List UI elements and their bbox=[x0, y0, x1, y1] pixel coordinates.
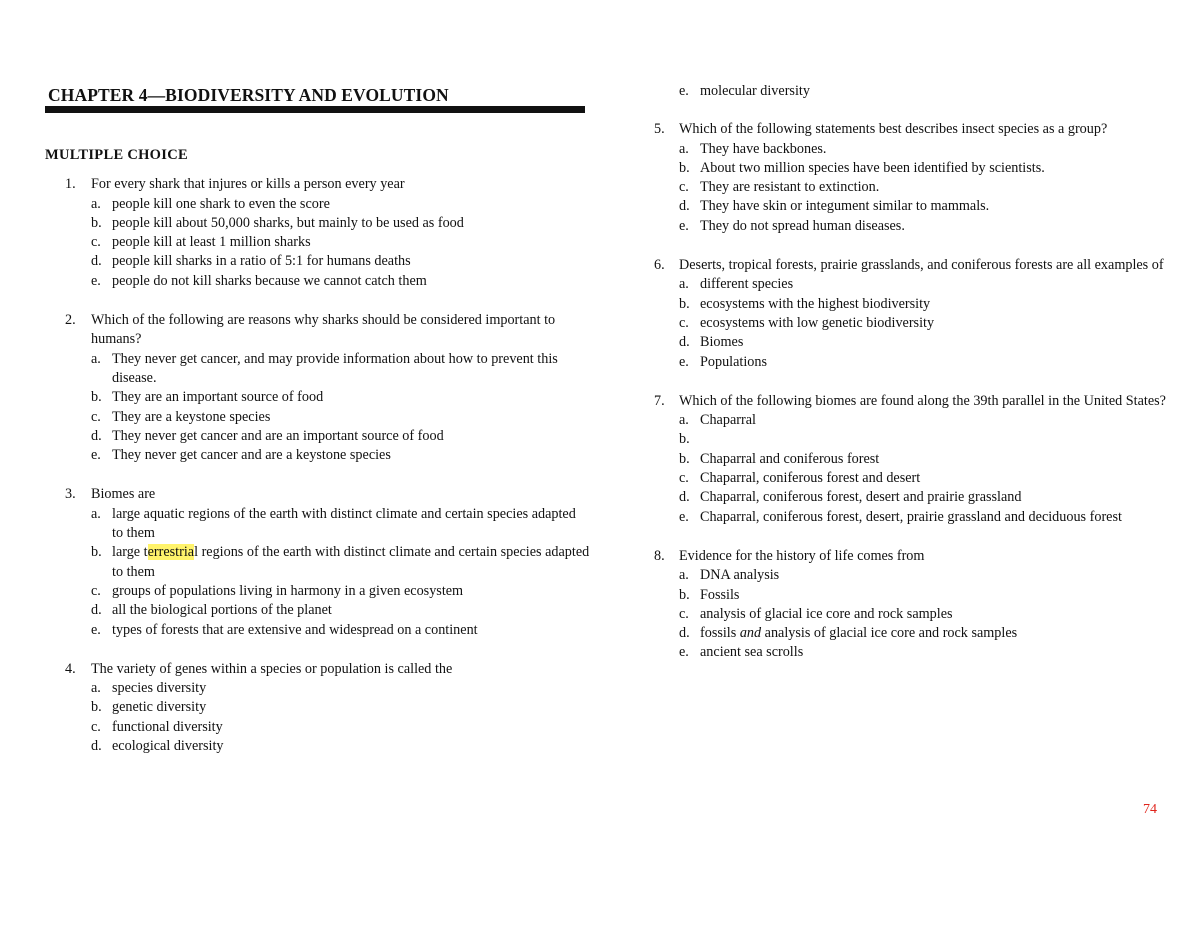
option-letter: c. bbox=[91, 408, 101, 425]
option-text: groups of populations living in harmony in a given ecosystem bbox=[112, 582, 464, 599]
question-text: Biomes are bbox=[91, 486, 156, 503]
question-number: 3. bbox=[65, 486, 76, 503]
option-text: species diversity bbox=[112, 680, 207, 697]
option-letter: c. bbox=[679, 470, 689, 487]
option-text: ecosystems with low genetic biodiversity bbox=[700, 314, 935, 331]
option-text: Chaparral, coniferous forest, desert and prairie grassland bbox=[700, 489, 1022, 506]
option-text: They are resistant to extinction. bbox=[700, 179, 880, 196]
right-question-list bbox=[652, 120, 1172, 662]
answer-option bbox=[679, 197, 1172, 216]
answer-option bbox=[91, 601, 590, 620]
option-letter: b. bbox=[91, 699, 102, 716]
question-number: 5. bbox=[654, 121, 665, 138]
option-text: types of forests that are extensive and widespread on a continent bbox=[112, 621, 478, 638]
answer-option bbox=[679, 295, 1172, 314]
answer-option bbox=[91, 446, 590, 465]
answer-option bbox=[91, 388, 590, 407]
option-text-part: analysis of glacial ice core and rock samples bbox=[761, 625, 1018, 642]
option-list bbox=[679, 566, 1172, 662]
option-letter: b. bbox=[91, 214, 102, 231]
option-letter: d. bbox=[679, 489, 690, 506]
question-2 bbox=[45, 311, 590, 465]
question-text: Evidence for the history of life comes from bbox=[679, 547, 925, 564]
option-text: Chaparral, coniferous forest, desert, prairie grassland and deciduous forest bbox=[700, 508, 1122, 525]
question-number: 2. bbox=[65, 312, 76, 329]
option-text: Populations bbox=[700, 353, 768, 370]
option-text: ancient sea scrolls bbox=[700, 644, 804, 661]
option-letter: b. bbox=[679, 586, 690, 603]
option-letter: d. bbox=[679, 625, 690, 642]
question-number: 8. bbox=[654, 547, 665, 564]
option-text: Chaparral and coniferous forest bbox=[700, 450, 880, 467]
option-letter: e. bbox=[679, 508, 689, 525]
option-text: large aquatic regions of the earth with distinct climate and certain species adapted to them bbox=[112, 505, 576, 542]
option-text: ecological diversity bbox=[112, 738, 224, 755]
option-list bbox=[679, 411, 1172, 527]
option-letter: c. bbox=[91, 718, 101, 735]
option-letter: b. bbox=[679, 159, 690, 176]
option-letter: a. bbox=[679, 276, 689, 293]
question-text: The variety of genes within a species or population is called the bbox=[91, 660, 453, 677]
answer-option bbox=[679, 469, 1172, 488]
answer-option bbox=[679, 508, 1172, 527]
option-letter: c. bbox=[679, 605, 689, 622]
option-letter: a. bbox=[679, 412, 689, 429]
option-text: They do not spread human diseases. bbox=[700, 217, 905, 234]
option-letter: c. bbox=[679, 314, 689, 331]
option-text: molecular diversity bbox=[700, 83, 810, 99]
answer-option bbox=[91, 252, 590, 271]
option-text bbox=[112, 544, 589, 579]
answer-option bbox=[91, 737, 590, 756]
answer-option bbox=[91, 505, 590, 544]
question-5 bbox=[652, 120, 1172, 236]
answer-option bbox=[91, 272, 590, 291]
option-letter: d. bbox=[91, 738, 102, 755]
question-number: 1. bbox=[65, 176, 76, 193]
option-text bbox=[700, 431, 704, 447]
option-text: people kill about 50,000 sharks, but mainly to be used as food bbox=[112, 214, 464, 231]
answer-option bbox=[679, 624, 1172, 643]
option-list bbox=[91, 505, 590, 640]
answer-option bbox=[679, 178, 1172, 197]
question-number: 4. bbox=[65, 660, 76, 677]
option-text: people kill one shark to even the score bbox=[112, 195, 330, 212]
answer-option bbox=[679, 643, 1172, 662]
answer-option bbox=[91, 350, 590, 389]
answer-option bbox=[679, 450, 1172, 469]
option-letter: e. bbox=[679, 217, 689, 234]
option-text: all the biological portions of the planet bbox=[112, 602, 332, 619]
question-text: For every shark that injures or kills a person every year bbox=[91, 176, 405, 193]
option-letter: a. bbox=[679, 567, 689, 584]
answer-option bbox=[679, 411, 1172, 430]
option-text: genetic diversity bbox=[112, 699, 207, 716]
option-letter: e. bbox=[679, 83, 689, 99]
option-list bbox=[679, 140, 1172, 236]
option-list bbox=[91, 350, 590, 466]
question-6 bbox=[652, 256, 1172, 372]
option-list bbox=[679, 275, 1172, 371]
option-text: ecosystems with the highest biodiversity bbox=[700, 295, 931, 312]
option-text: Chaparral, coniferous forest and desert bbox=[700, 470, 921, 487]
option-text: analysis of glacial ice core and rock samples bbox=[700, 605, 953, 622]
option-letter: a. bbox=[91, 505, 101, 522]
option-text: They are a keystone species bbox=[112, 408, 271, 425]
answer-option bbox=[91, 679, 590, 698]
option-letter: b. bbox=[91, 544, 102, 561]
answer-option bbox=[679, 217, 1172, 236]
option-text: They have backbones. bbox=[700, 140, 827, 157]
option-text-part: large t bbox=[112, 544, 148, 561]
option-text-part: l regions of the earth with distinct climate and certain species adapted to them bbox=[112, 544, 590, 580]
option-text: Fossils bbox=[700, 586, 740, 603]
option-list bbox=[91, 195, 590, 291]
option-letter: e. bbox=[91, 621, 101, 638]
answer-option bbox=[91, 408, 590, 427]
answer-option bbox=[91, 543, 590, 582]
option-text: They have skin or integument similar to mammals. bbox=[700, 198, 990, 215]
question-text: Deserts, tropical forests, prairie grasslands, and coniferous forests are all examples of bbox=[679, 257, 1164, 274]
answer-option bbox=[91, 698, 590, 717]
answer-option bbox=[679, 333, 1172, 352]
question-8 bbox=[652, 547, 1172, 663]
option-letter: e. bbox=[679, 353, 689, 370]
option-letter: e. bbox=[91, 447, 101, 464]
answer-option bbox=[679, 586, 1172, 605]
answer-option bbox=[679, 275, 1172, 294]
option-letter: c. bbox=[679, 179, 689, 196]
answer-option bbox=[91, 233, 590, 252]
option-text: people kill at least 1 million sharks bbox=[112, 234, 311, 251]
option-letter: d. bbox=[91, 427, 102, 444]
answer-option bbox=[679, 140, 1172, 159]
option-text: people do not kill sharks because we cannot catch them bbox=[112, 272, 427, 289]
question-4 bbox=[45, 660, 590, 756]
left-column bbox=[45, 84, 590, 776]
option-letter: a. bbox=[91, 195, 101, 212]
answer-option bbox=[91, 718, 590, 737]
option-text: different species bbox=[700, 276, 794, 293]
answer-option bbox=[91, 427, 590, 446]
answer-option bbox=[679, 605, 1172, 624]
option-letter: c. bbox=[91, 582, 101, 599]
question-1 bbox=[45, 175, 590, 291]
option-text: They never get cancer and are a keystone species bbox=[112, 447, 391, 464]
question-number: 7. bbox=[654, 392, 665, 409]
answer-option bbox=[679, 430, 1172, 449]
page-number: 74 bbox=[1143, 802, 1157, 817]
option-text: They never get cancer, and may provide information about how to prevent this disease. bbox=[112, 350, 558, 386]
question-7 bbox=[652, 392, 1172, 527]
question-number: 6. bbox=[654, 257, 665, 274]
option-letter: b. bbox=[91, 389, 102, 406]
chapter-title: CHAPTER 4—BIODIVERSITY AND EVOLUTION bbox=[48, 85, 449, 105]
left-question-list bbox=[45, 175, 590, 756]
option-letter: b. bbox=[679, 431, 690, 448]
option-text: They are an important source of food bbox=[112, 389, 324, 406]
option-text bbox=[700, 625, 1017, 641]
answer-option bbox=[91, 214, 590, 233]
option-letter: b. bbox=[679, 295, 690, 312]
option-text: About two million species have been identified by scientists. bbox=[700, 159, 1045, 176]
option-letter: d. bbox=[679, 334, 690, 351]
option-letter: d. bbox=[91, 253, 102, 270]
answer-option bbox=[91, 621, 590, 640]
answer-option bbox=[91, 582, 590, 601]
option-letter: a. bbox=[91, 350, 101, 367]
title-rule bbox=[45, 106, 585, 113]
option-letter: e. bbox=[91, 272, 101, 289]
answer-option bbox=[91, 195, 590, 214]
question-text: Which of the following biomes are found along the 39th parallel in the United States? bbox=[679, 392, 1166, 409]
italic-text: and bbox=[739, 625, 762, 642]
option-text: functional diversity bbox=[112, 718, 223, 735]
option-letter: a. bbox=[679, 140, 689, 157]
option-4e bbox=[679, 82, 1172, 101]
right-column bbox=[652, 82, 1172, 683]
option-text: people kill sharks in a ratio of 5:1 for humans deaths bbox=[112, 253, 411, 270]
option-letter: b. bbox=[679, 450, 690, 467]
option-letter: e. bbox=[679, 644, 689, 661]
option-letter: c. bbox=[91, 234, 101, 251]
question-text: Which of the following statements best describes insect species as a group? bbox=[679, 121, 1108, 138]
question-text: Which of the following are reasons why sharks should be considered important to humans? bbox=[91, 312, 556, 348]
answer-option bbox=[679, 566, 1172, 585]
option-text: They never get cancer and are an important source of food bbox=[112, 427, 444, 444]
option-text: Biomes bbox=[700, 334, 744, 351]
answer-option bbox=[679, 314, 1172, 333]
question-4-continued bbox=[652, 82, 1172, 101]
option-text-part: fossils bbox=[700, 625, 740, 642]
option-letter: d. bbox=[679, 198, 690, 215]
answer-option bbox=[679, 159, 1172, 178]
option-letter: d. bbox=[91, 602, 102, 619]
option-text: DNA analysis bbox=[700, 567, 780, 584]
answer-option bbox=[679, 488, 1172, 507]
section-title: MULTIPLE CHOICE bbox=[45, 147, 188, 163]
option-list bbox=[91, 679, 590, 756]
question-3 bbox=[45, 485, 590, 639]
option-text: Chaparral bbox=[700, 412, 756, 429]
option-letter: a. bbox=[91, 680, 101, 697]
answer-option bbox=[679, 353, 1172, 372]
highlighted-text: errestria bbox=[147, 544, 195, 561]
